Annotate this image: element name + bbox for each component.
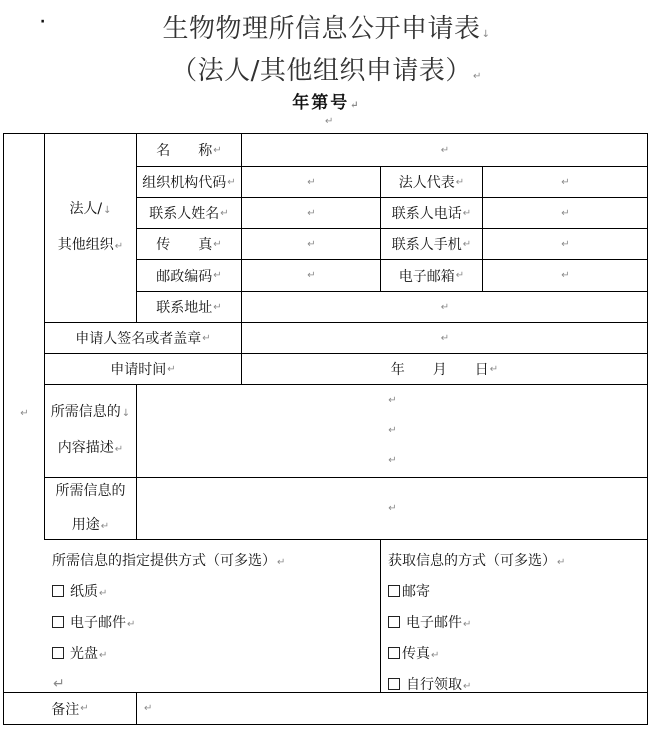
contact-phone-field[interactable]: ↵ [561, 207, 570, 219]
checkbox[interactable] [52, 647, 64, 659]
checkbox[interactable] [52, 616, 64, 628]
table-rule [380, 539, 381, 693]
name-label: 名 称 ↵ [156, 143, 222, 159]
obtain-option-email[interactable]: 电子邮件↵ [388, 612, 471, 632]
checkbox[interactable] [388, 616, 400, 628]
remarks-field[interactable]: ↵ [144, 703, 153, 714]
apply-time-label: 申请时间 ↵ [110, 362, 176, 378]
legal-rep-label: 法人代表 ↵ [398, 175, 465, 191]
address-label: 联系地址 ↵ [156, 300, 222, 316]
checkbox[interactable] [388, 647, 400, 659]
table-rule [136, 692, 137, 725]
purpose-field[interactable]: ↵ [388, 503, 397, 514]
signature-label: 申请人签名或者盖章 ↵ [75, 331, 211, 347]
contact-phone-label: 联系人电话 ↵ [391, 206, 472, 222]
fax-field[interactable]: ↵ [307, 238, 316, 250]
postcode-field[interactable]: ↵ [307, 270, 316, 281]
table-border-bottom [3, 724, 648, 725]
paragraph-mark: ↵ [325, 116, 334, 127]
table-rule [44, 539, 648, 540]
contact-name-field[interactable]: ↵ [307, 207, 316, 219]
table-border-right [647, 133, 648, 725]
purpose-label: 所需信息的 用途↵ [55, 482, 126, 533]
legal-rep-field[interactable]: ↵ [561, 176, 570, 188]
obtain-option-fax[interactable]: 传真↵ [388, 643, 439, 663]
form-title: 生物物理所信息公开申请表↓ [162, 14, 491, 44]
paragraph-mark: ↵ [53, 676, 65, 692]
address-field[interactable]: ↵ [440, 301, 450, 313]
name-field[interactable]: ↵ [440, 144, 450, 156]
obtain-option-mail[interactable]: 邮寄 [388, 581, 430, 601]
org-code-label: 组织机构代码 ↵ [142, 175, 236, 191]
remarks-label: 备注 ↵ [51, 701, 89, 718]
provide-method-title: 所需信息的指定提供方式（可多选）↵ [52, 553, 286, 569]
content-description-label: 所需信息的↓ 内容描述↵ [50, 404, 131, 456]
bullet-marker: · [40, 14, 46, 30]
email-label: 电子邮箱 ↵ [398, 268, 465, 285]
provide-option-disc[interactable]: 光盘↵ [52, 643, 107, 663]
year-number-line: 年第号↵ [292, 93, 361, 113]
contact-mobile-field[interactable]: ↵ [561, 238, 570, 250]
checkbox[interactable] [388, 585, 400, 597]
checkbox[interactable] [52, 585, 64, 597]
obtain-method-title: 获取信息的方式（可多选）↵ [388, 553, 566, 569]
provide-option-paper[interactable]: 纸质↵ [52, 581, 107, 601]
obtain-option-pickup[interactable]: 自行领取↵ [388, 674, 471, 694]
signature-field[interactable]: ↵ [440, 332, 450, 344]
apply-time-field[interactable]: 年 月 日 ↵ [390, 362, 499, 378]
provide-option-email[interactable]: 电子邮件↵ [52, 612, 135, 632]
fax-label: 传 真 ↵ [156, 237, 222, 253]
applicant-group-label: 法人/↓ 其他组织↵ [57, 201, 124, 253]
checkbox[interactable] [388, 678, 400, 690]
postcode-label: 邮政编码 ↵ [156, 268, 222, 285]
email-field[interactable]: ↵ [561, 270, 570, 281]
form-subtitle: （法人/其他组织申请表）↵ [171, 56, 482, 86]
content-description-field[interactable]: ↵ ↵ ↵ [388, 395, 397, 466]
org-code-field[interactable]: ↵ [307, 176, 316, 188]
contact-name-label: 联系人姓名 ↵ [149, 206, 229, 222]
contact-mobile-label: 联系人手机 ↵ [391, 237, 472, 253]
outer-column-mark: ↵ [20, 407, 29, 419]
